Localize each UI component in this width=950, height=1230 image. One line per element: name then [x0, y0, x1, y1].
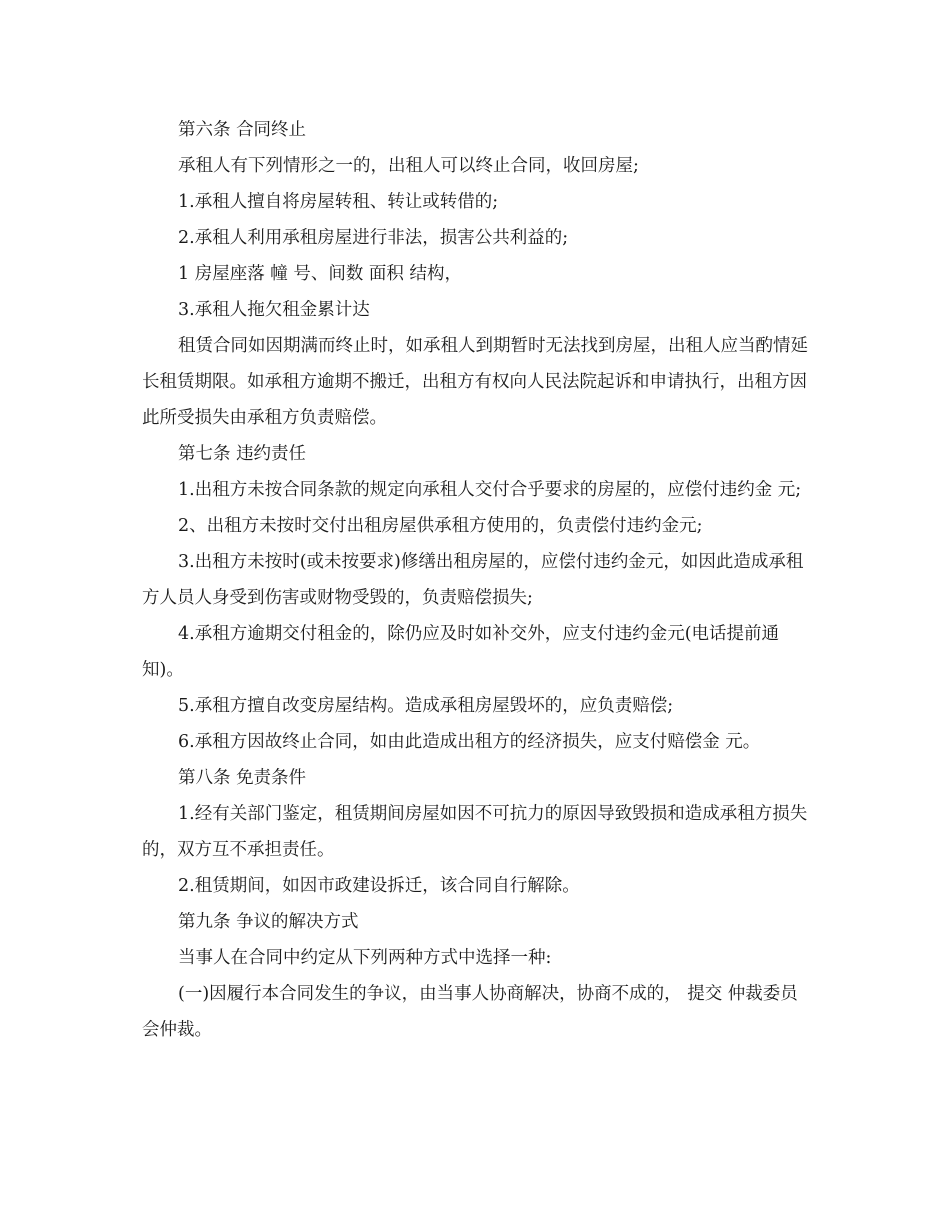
paragraph: 当事人在合同中约定从下列两种方式中选择一种: [178, 948, 552, 968]
paragraph: 2.租赁期间，如因市政建设拆迁，该合同自行解除。 [178, 876, 580, 896]
paragraph: 5.承租方擅自改变房屋结构。造成承租房屋毁坏的，应负责赔偿; [178, 696, 674, 716]
paragraph: 1.出租方未按合同条款的规定向承租人交付合乎要求的房屋的，应偿付违约金 元; [178, 480, 802, 500]
paragraph: 3.出租方未按时(或未按要求)修缮出租房屋的，应偿付违约金元，如因此造成承租方人员人身受到伤害或财物受毁的，负责赔偿损失; [142, 552, 804, 608]
document-body [142, 112, 810, 1048]
article-8-heading: 第八条 免责条件 [178, 768, 307, 788]
paragraph: 1.经有关部门鉴定，租赁期间房屋如因不可抗力的原因导致毁损和造成承租方损失的，双方互不承担责任。 [142, 804, 808, 860]
paragraph: (一)因履行本合同发生的争议，由当事人协商解决，协商不成的， 提交 仲裁委员会仲裁。 [142, 984, 798, 1040]
paragraph: 1 房屋座落 幢 号、间数 面积 结构， [178, 264, 462, 284]
paragraph: 4.承租方逾期交付租金的，除仍应及时如补交外，应支付违约金元(电话提前通知)。 [142, 624, 780, 680]
paragraph: 租赁合同如因期满而终止时，如承租人到期暂时无法找到房屋，出租人应当酌情延长租赁期限。如承租方逾期不搬迁，出租方有权向人民法院起诉和申请执行，出租方因此所受损失由承租方负责赔偿。 [142, 336, 808, 428]
paragraph: 2、出租方未按时交付出租房屋供承租方使用的，负责偿付违约金元; [178, 516, 703, 536]
paragraph: 1.承租人擅自将房屋转租、转让或转借的; [178, 192, 499, 212]
paragraph: 承租人有下列情形之一的，出租人可以终止合同，收回房屋; [178, 156, 639, 176]
paragraph: 2.承租人利用承租房屋进行非法，损害公共利益的; [178, 228, 569, 248]
article-9-heading: 第九条 争议的解决方式 [178, 912, 359, 932]
article-6-heading: 第六条 合同终止 [178, 120, 307, 140]
article-7-heading: 第七条 违约责任 [178, 444, 307, 464]
paragraph: 6.承租方因故终止合同，如由此造成出租方的经济损失，应支付赔偿金 元。 [178, 732, 761, 752]
paragraph: 3.承租人拖欠租金累计达 [178, 300, 370, 320]
